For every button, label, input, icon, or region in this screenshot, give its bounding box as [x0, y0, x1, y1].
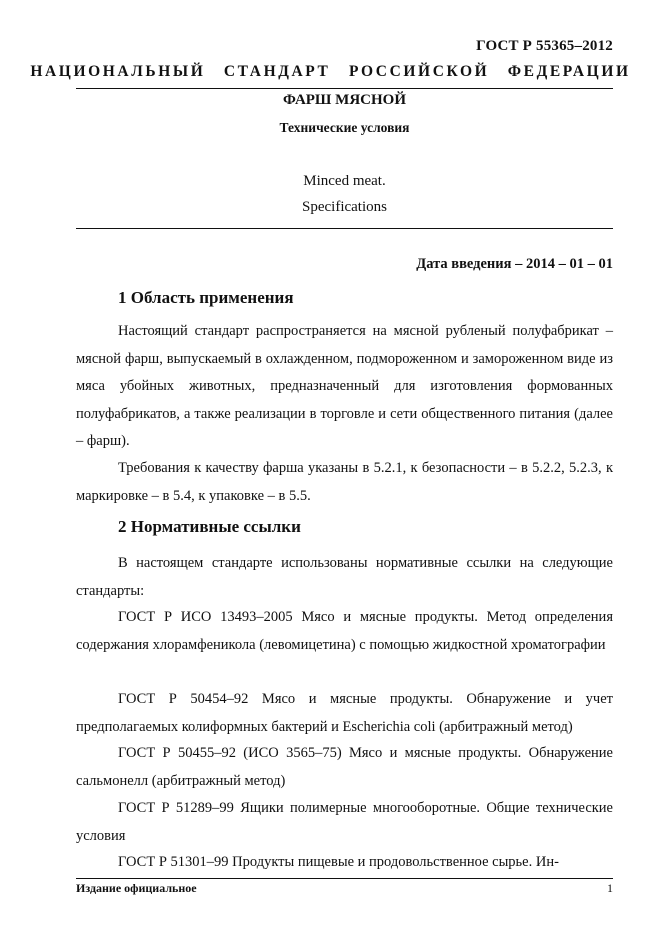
reference-item: ГОСТ Р ИСО 13493–2005 Мясо и мясные продукты. Метод определения содержания хлорамфеникола (левомицетина) с помощью жидкостной хроматографии	[76, 609, 613, 653]
gost-number: ГОСТ Р 55365–2012	[476, 38, 613, 54]
paragraph: Настоящий стандарт распространяется на мясной рубленый полуфабрикат – мясной фарш, выпускаемый в охлажденном, подмороженном и замороженном виде из мяса убойных животных, предназначенный для изготовления формованных полуфабрикатов, а также реализации в торговле и сети общественного питания (далее – фарш).	[76, 323, 613, 449]
introduction-date: Дата введения – 2014 – 01 – 01	[416, 256, 613, 272]
reference-item: ГОСТ Р 51301–99 Продукты пищевые и продовольственное сырье. Ин-	[118, 854, 559, 870]
english-subtitle: Specifications	[302, 199, 387, 215]
document-subtitle: Технические условия	[279, 120, 410, 135]
english-title: Minced meat.	[303, 173, 386, 189]
page-number: 1	[607, 881, 613, 895]
edition-label: Издание официальное	[76, 881, 197, 895]
document-title: ФАРШ МЯСНОЙ	[283, 92, 406, 108]
reference-item: ГОСТ Р 50454–92 Мясо и мясные продукты. Обнаружение и учет предполагаемых колиформных бактерий и Escherichia coli (арбитражный метод)	[76, 691, 613, 735]
standard-title: НАЦИОНАЛЬНЫЙ СТАНДАРТ РОССИЙСКОЙ ФЕДЕРАЦИИ	[30, 63, 631, 80]
title-divider	[76, 228, 613, 229]
header-divider	[76, 88, 613, 89]
footer-divider	[76, 878, 613, 879]
section-heading: 1 Область применения	[118, 288, 294, 307]
section-heading: 2 Нормативные ссылки	[118, 517, 301, 536]
paragraph: В настоящем стандарте использованы нормативные ссылки на следующие стандарты:	[76, 555, 613, 599]
paragraph: Требования к качеству фарша указаны в 5.2.1, к безопасности – в 5.2.2, 5.2.3, к маркировке – в 5.4, к упаковке – в 5.5.	[76, 460, 613, 504]
reference-item: ГОСТ Р 50455–92 (ИСО 3565–75) Мясо и мясные продукты. Обнаружение сальмонелл (арбитражный метод)	[76, 745, 613, 789]
reference-item: ГОСТ Р 51289–99 Ящики полимерные многооборотные. Общие технические условия	[76, 800, 613, 844]
